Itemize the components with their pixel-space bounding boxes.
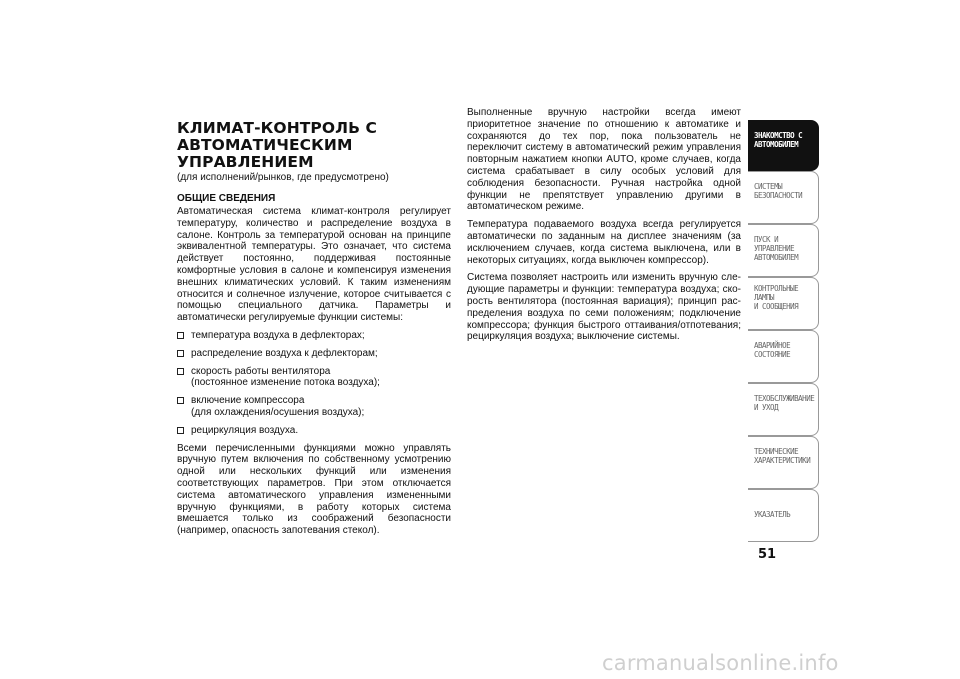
tab-label-line: СИСТЕМЫ xyxy=(754,182,783,191)
watermark: carmanualsonline.info xyxy=(602,651,839,675)
tab-maintenance[interactable] xyxy=(748,383,819,436)
tab-label-line: СОСТОЯНИЕ xyxy=(754,350,791,359)
subtitle: (для исполнений/рынков, где предусмотрено) xyxy=(177,172,389,183)
list-item-text: температура воздуха в дефлекторах; xyxy=(191,329,365,341)
tab-warning-lights[interactable] xyxy=(748,277,819,330)
left-column xyxy=(177,120,451,543)
tab-label-line: ЛАМПЫ xyxy=(754,293,775,302)
checkbox-bullet-icon xyxy=(177,332,184,339)
tab-label-line: ЗНАКОМСТВО С xyxy=(754,131,803,140)
checkbox-bullet-icon xyxy=(177,427,184,434)
checkbox-bullet-icon xyxy=(177,397,184,404)
tab-label-line: УКАЗАТЕЛЬ xyxy=(754,510,791,519)
tab-label-line: АВАРИЙНОЕ xyxy=(754,341,791,350)
tab-label-line: И СООБЩЕНИЯ xyxy=(754,302,799,311)
tab-technical-specs[interactable] xyxy=(748,436,819,489)
tab-label-line: ХАРАКТЕРИСТИКИ xyxy=(754,456,811,465)
list-item xyxy=(177,425,451,437)
tab-index[interactable] xyxy=(748,489,819,542)
list-item xyxy=(177,330,451,342)
checkbox-bullet-icon xyxy=(177,350,184,357)
title-line-1: КЛИМАТ-КОНТРОЛЬ С xyxy=(177,119,378,137)
checkbox-bullet-icon xyxy=(177,368,184,375)
page-number: 51 xyxy=(758,547,777,562)
temperature-paragraph: Температура подаваемого воздуха всегда регулируется автоматически по заданным на дисплее значениям (за исключением случаев, когда система выключена, или в некоторых ситуациях, когда выключен компрессор). xyxy=(467,219,741,266)
title-line-2: АВТОМАТИЧЕСКИМ УПРАВЛЕНИЕМ xyxy=(177,136,353,171)
tab-emergency[interactable] xyxy=(748,330,819,383)
tab-vehicle-intro[interactable] xyxy=(748,120,819,171)
tab-label-line: ТЕХНИЧЕСКИЕ xyxy=(754,447,799,456)
list-item xyxy=(177,366,451,390)
list-item-text: скорость работы вентилятора xyxy=(191,365,331,377)
tab-label-line: БЕЗОПАСНОСТИ xyxy=(754,191,803,200)
list-item-note: (для охлаждения/осушения воздуха); xyxy=(191,406,365,418)
tab-label-line: КОНТРОЛЬНЫЕ xyxy=(754,284,799,293)
list-item-text: распределение воздуха к дефлекторам; xyxy=(191,347,378,359)
tab-label-line: И УХОД xyxy=(754,403,779,412)
tab-label-line: АВТОМОБИЛЕМ xyxy=(754,140,799,149)
tab-label-line: ПУСК И УПРАВЛЕНИЕ xyxy=(754,235,795,253)
list-item-text: рециркуляция воздуха. xyxy=(191,424,299,436)
page-title xyxy=(177,120,451,171)
manual-settings-paragraph: Система позволяет настроить или изменить вручную следующие параметры и функции: температура воздуха; скорость вентилятора (постоянная вариация); принцип распределения воздуха по семи положениям; подключение компрессора; функция быстрого оттаивания/отпотевания; рециркуляция воздуха; выключение системы. xyxy=(467,272,741,343)
tab-label-line: ТЕХОБСЛУЖИВАНИЕ xyxy=(754,394,815,403)
list-item-note: (постоянное изменение потока воздуха); xyxy=(191,377,380,389)
list-item xyxy=(177,348,451,360)
chapter-tabs xyxy=(748,120,819,542)
feature-list xyxy=(177,330,451,437)
list-item-text: включение компрессора xyxy=(191,395,305,407)
manual-control-paragraph: Всеми перечисленными функциями можно управлять вручную путем включения по собственному усмотрению одной или нескольких функций или изменения соответствующих параметров. При этом отключается система автоматического управления измененными вручную функциями, в работу которых система вмешается только из соображений безопасности (например, опасность запотевания стекол). xyxy=(177,442,451,537)
tab-starting-driving[interactable] xyxy=(748,224,819,277)
tab-label-line: АВТОМОБИЛЕМ xyxy=(754,253,799,262)
priority-paragraph: Выполненные вручную настройки всегда имеют приоритетное значение по отношению к автоматике и сохраняются до тех пор, пока пользователь не переключит систему в автоматический режим управления повторным нажатием кнопки AUTO, кроме случаев, когда система срабатывает в силу особых условий для соблюдения безопасности. Ручная настройка одной функции не препятствует управлению другими в автоматическом режиме. xyxy=(467,107,741,213)
tab-safety[interactable] xyxy=(748,171,819,224)
list-item xyxy=(177,395,451,419)
right-column xyxy=(467,107,741,349)
intro-paragraph: Автоматическая система климат-контроля регулирует температуру, количество и распределение воздуха в салоне. Контроль за температурой основан на принципе эквивалентной температуры. Это означает, что система действует постоянно, поддерживая постоянные комфортные условия в салоне и компенсируя изменения внешних климатических условий. К таким изменениям относится и солнечное излучение, которое считывается с помощью специального датчика. Параметры и автоматически регулируемые функции системы: xyxy=(177,206,451,324)
section-heading: ОБЩИЕ СВЕДЕНИЯ xyxy=(177,193,276,204)
